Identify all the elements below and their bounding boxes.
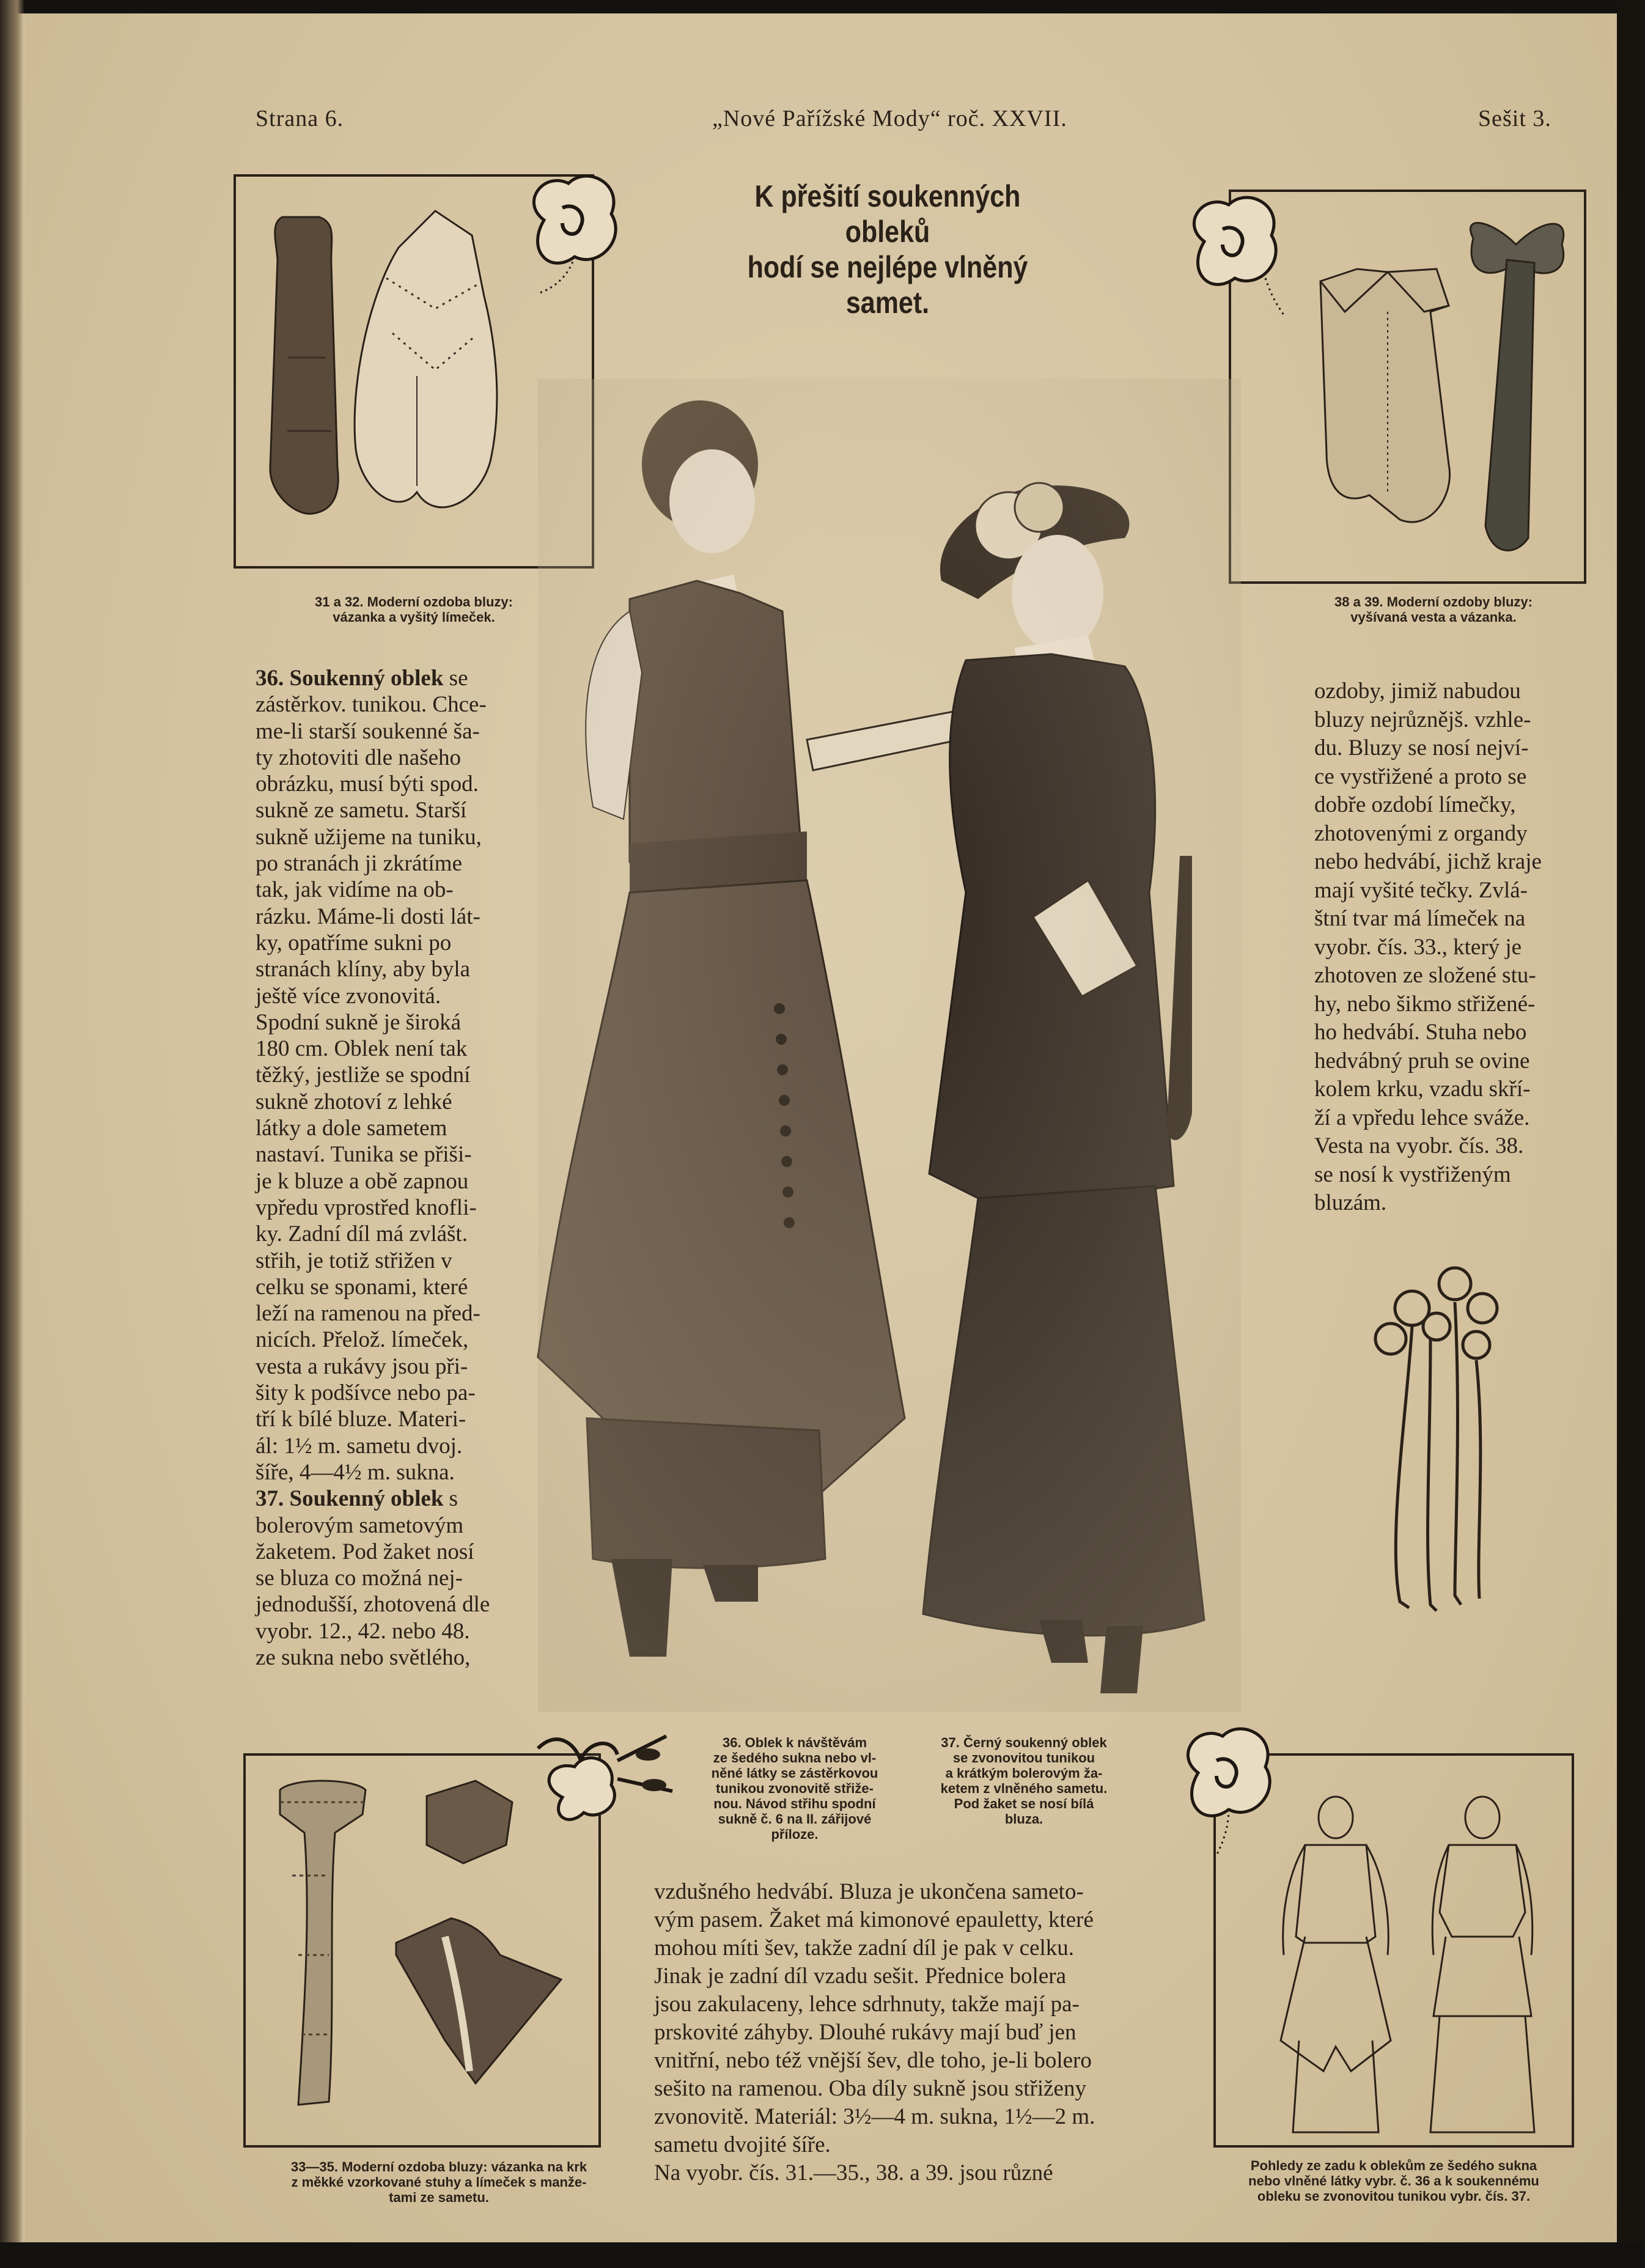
text-line: bluzy nejrůznějš. vzhle-	[1314, 707, 1531, 732]
text-line: ce vystřižené a proto se	[1314, 764, 1527, 789]
issue-number: Sešit 3.	[1478, 106, 1551, 131]
rose-ornament	[1174, 180, 1296, 321]
text-line: 36. Soukenný oblek se	[256, 666, 468, 691]
text-line: Spodní sukně je široká	[256, 1009, 462, 1035]
text-line: zhotoven ze složené stu-	[1314, 963, 1536, 988]
scan-border-left	[0, 0, 24, 2268]
text-line: tří k bílé bluze. Materi-	[256, 1407, 466, 1432]
text-line: leží na ramenou na před-	[256, 1301, 480, 1327]
text-line: žaketem. Pod žaket nosí	[256, 1539, 474, 1564]
text-line: me-li starší soukenné ša-	[256, 718, 480, 744]
text-line: sešito na ramenou. Oba díly sukně jsou střiženy	[654, 2076, 1086, 2101]
rose-ornament	[1161, 1712, 1296, 1858]
left-text-column	[256, 665, 503, 1671]
text-line: Vesta na vyobr. čís. 38.	[1314, 1133, 1524, 1158]
caption-line: Pohledy ze zadu k oblekům ze šedého sukna	[1250, 2158, 1537, 2173]
text-line: kolem krku, vzadu skří-	[1314, 1077, 1531, 1102]
caption-line: ze šedého sukna nebo vl-	[713, 1750, 877, 1765]
caption-line: nou. Návod střihu spodní	[713, 1796, 876, 1811]
text-line: ho hedvábí. Stuha nebo	[1314, 1020, 1527, 1045]
text-line: zvonovitě. Materiál: 3½—4 m. sukna, 1½—2 m.	[654, 2104, 1095, 2129]
title-line: samet.	[845, 285, 930, 320]
text-line: těžký, jestliže se spodní	[256, 1062, 471, 1088]
text-line: šity k podšívce nebo pa-	[256, 1380, 476, 1406]
text-line: ze sukna nebo světlého,	[256, 1644, 471, 1670]
text-line: prskovité záhyby. Dlouhé rukávy mají buď jen	[654, 2020, 1076, 2045]
caption-line: vyšívaná vesta a vázanka.	[1350, 609, 1517, 625]
text-line: ty zhotoviti dle našeho	[256, 745, 462, 770]
text-line: látky a dole sametem	[256, 1116, 447, 1141]
text-line: Jinak je zadní díl vzadu sešit. Přednice bolera	[654, 1964, 1067, 1989]
caption-line: a krátkým bolerovým ža-	[945, 1765, 1103, 1781]
caption-38-39	[1281, 594, 1586, 625]
text-line: střih, je totiž střižen v	[256, 1248, 452, 1273]
text-line: 37. Soukenný oblek s	[256, 1486, 458, 1512]
page-number: Strana 6.	[256, 106, 344, 131]
caption-line: tami ze sametu.	[389, 2190, 489, 2205]
text-line: je k bluze a obě zapnou	[256, 1168, 469, 1194]
scan-border-bottom	[0, 2242, 1645, 2268]
text-line: Na vyobr. čís. 31.—35., 38. a 39. jsou různé	[654, 2160, 1053, 2185]
heading-37: 37. Soukenný oblek	[256, 1486, 444, 1512]
caption-line: obleku se zvonovitou tunikou vybr. čís. 37.	[1257, 2189, 1531, 2204]
text-line: tak, jak vidíme na ob-	[256, 877, 454, 903]
text-line: rázku. Máme-li dosti lát-	[256, 904, 480, 929]
text-line: vým pasem. Žaket má kimonové epauletty, které	[654, 1907, 1094, 1932]
text-line: se nosí k vystřiženým	[1314, 1162, 1511, 1187]
right-text-column	[1314, 677, 1577, 1218]
caption-33-35	[243, 2159, 635, 2205]
text-line: mají vyšité tečky. Zvlá-	[1314, 877, 1528, 903]
text-line: sukně užijeme na tuniku,	[256, 824, 482, 850]
caption-line: sukně č. 6 na II. zářijové	[718, 1811, 872, 1827]
text-line: bolerovým sametovým	[256, 1512, 464, 1538]
text-line: ky. Zadní díl má zvlášt.	[256, 1221, 468, 1247]
text-line: hy, nebo šikmo střižené-	[1314, 991, 1536, 1017]
text-line: se bluza co možná nej-	[256, 1566, 463, 1591]
text-line: obrázku, musí býti spod.	[256, 771, 479, 797]
text-line: du. Bluzy se nosí nejví-	[1314, 735, 1529, 760]
title-line: hodí se nejlépe vlněný	[747, 250, 1028, 284]
text-line: nebo hedvábí, jichž kraje	[1314, 849, 1542, 874]
text-line: nicích. Přelož. límeček,	[256, 1327, 469, 1353]
text-line: jednodušší, zhotovená dle	[256, 1592, 490, 1618]
caption-line: z měkké vzorkované stuhy a límeček s manže-	[291, 2174, 587, 2190]
text-line: sametu dvojité šíře.	[654, 2132, 831, 2157]
text-line: štní tvar má límeček na	[1314, 906, 1526, 931]
text-line: zhotovenými z organdy	[1314, 820, 1528, 846]
caption-line: ketem z vlněného sametu.	[940, 1781, 1108, 1796]
text-line: vnitřní, nebo též vnější šev, dle toho, je-li bolero	[654, 2048, 1092, 2073]
text-line: ozdoby, jimiž nabudou	[1314, 679, 1521, 704]
middle-bottom-text	[654, 1878, 1174, 2187]
caption-line: něné látky se zástěrkovou	[711, 1765, 878, 1781]
caption-line: 33—35. Moderní ozdoba bluzy: vázanka na krk	[290, 2159, 587, 2174]
caption-line: nebo vlněné látky vybr. č. 36 a k soukennému	[1248, 2173, 1539, 2189]
text-line: ží a vpředu lehce sváže.	[1314, 1105, 1530, 1130]
caption-line: bluza.	[1004, 1811, 1043, 1827]
caption-36	[691, 1735, 899, 1842]
text-line: celku se sponami, které	[256, 1274, 468, 1300]
text-line: jsou zakulaceny, lehce sdrhnuty, takže mají pa-	[654, 1992, 1080, 2017]
text-line: vyobr. 12., 42. nebo 48.	[256, 1618, 470, 1644]
caption-line: příloze.	[771, 1827, 819, 1842]
text-line: zástěrkov. tunikou. Chce-	[256, 692, 487, 718]
caption-37	[920, 1735, 1128, 1827]
caption-line: 36. Oblek k návštěvám	[722, 1735, 867, 1750]
caption-line: 37. Černý soukenný oblek	[941, 1735, 1107, 1750]
text-line: vzdušného hedvábí. Bluza je ukončena sameto-	[654, 1879, 1084, 1904]
text-line: vesta a rukávy jsou při-	[256, 1353, 468, 1379]
caption-line: Pod žaket se nosí bílá	[954, 1796, 1094, 1811]
scan-border-top	[0, 0, 1645, 13]
heading-36: 36. Soukenný oblek	[256, 666, 444, 691]
rose-ornament	[526, 1724, 679, 1846]
fashion-illustration-36-37	[538, 379, 1241, 1712]
caption-line: tunikou zvonovitě střiže-	[716, 1781, 874, 1796]
text-line: sukně ze sametu. Starší	[256, 798, 467, 823]
text-line: vyobr. čís. 33., který je	[1314, 934, 1522, 960]
text-line: sukně zhotoví z lehké	[256, 1089, 452, 1114]
text-line: po stranách ji zkrátíme	[256, 851, 463, 877]
text-line: vpředu vprostřed knofli-	[256, 1195, 477, 1220]
text-line: mohou míti šev, takže zadní díl je pak v celku.	[654, 1935, 1075, 1961]
title-line: K přešití soukenných obleků	[754, 179, 1021, 249]
text-line: ál: 1½ m. sametu dvoj.	[256, 1433, 463, 1459]
text-line: ještě více zvonovitá.	[256, 983, 441, 1009]
rose-ornament	[520, 165, 630, 300]
scan-border-right	[1617, 0, 1645, 2268]
text-line: nastaví. Tunika se přiši-	[256, 1142, 472, 1168]
text-line: bluzám.	[1314, 1190, 1387, 1215]
running-title: „Nové Pařížské Mody“ roč. XXVII.	[712, 106, 1067, 131]
caption-line: se zvonovitou tunikou	[952, 1750, 1095, 1765]
floral-stem-ornament	[1363, 1265, 1504, 1620]
text-line: ky, opatříme sukni po	[256, 930, 452, 955]
caption-back-views	[1204, 2158, 1583, 2204]
caption-line: 31 a 32. Moderní ozdoba bluzy:	[315, 594, 513, 609]
caption-line: vázanka a vyšitý límeček.	[333, 609, 495, 625]
text-line: 180 cm. Oblek není tak	[256, 1036, 468, 1062]
article-title	[724, 179, 1050, 320]
text-line: dobře ozdobí límečky,	[1314, 792, 1516, 817]
caption-line: 38 a 39. Moderní ozdoby bluzy:	[1334, 594, 1533, 609]
text-line: stranách klíny, aby byla	[256, 957, 471, 982]
text-line: hedvábný pruh se ovine	[1314, 1048, 1530, 1073]
text-line: šíře, 4—4½ m. sukna.	[256, 1459, 455, 1485]
